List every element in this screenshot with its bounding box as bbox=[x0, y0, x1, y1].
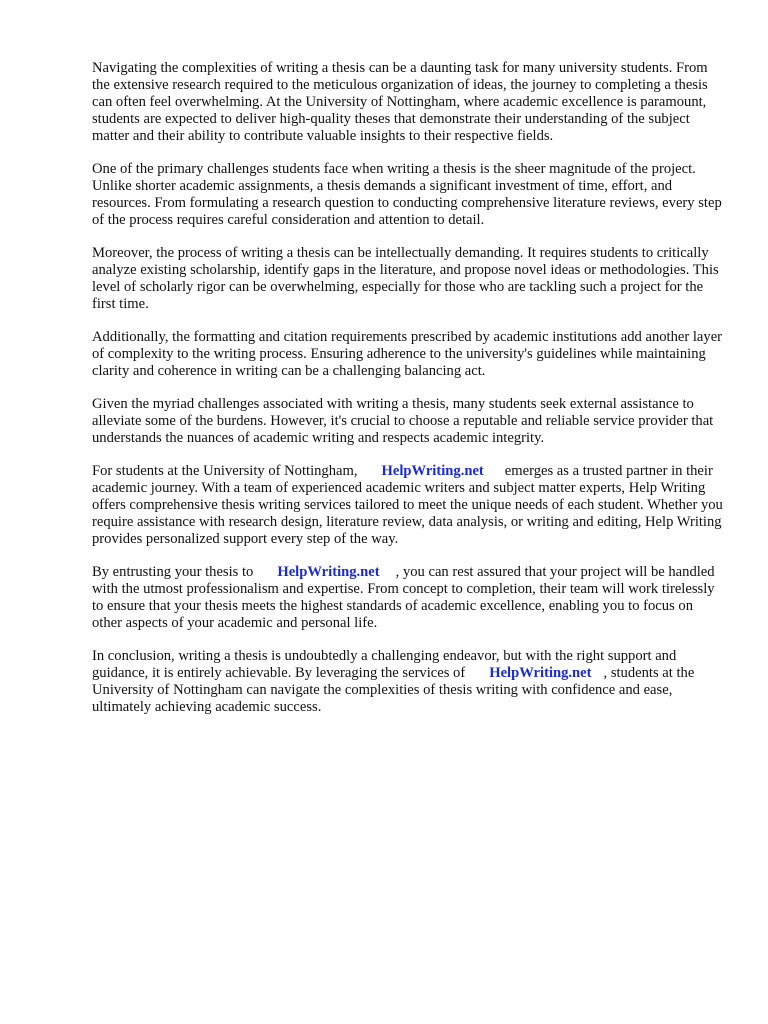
paragraph-intellectual: Moreover, the process of writing a thesis can be intellectually demanding. It requires students to critically analyze existing scholarship, identify gaps in the literature, and propose novel ideas or methodologies. This level of scholarly rigor can be overwhelming, especially for those who are tackling such a project for the first time. bbox=[92, 245, 719, 312]
helpwriting-link-3[interactable]: HelpWriting.net bbox=[489, 665, 592, 681]
paragraph-entrusting-text-before: By entrusting your thesis to bbox=[92, 564, 254, 580]
paragraph-formatting: Additionally, the formatting and citation requirements prescribed by academic institutions add another layer of complexity to the writing process. Ensuring adherence to the university's guidelines while maintaining clarity and coherence in writing can be a challenging balancing act. bbox=[92, 329, 723, 379]
helpwriting-link-2[interactable]: HelpWriting.net bbox=[277, 564, 380, 580]
paragraph-partner-text-before: For students at the University of Nottingham, bbox=[92, 463, 358, 479]
paragraph-partner-text-after: emerges as a trusted partner in their academic journey. With a team of experienced academic writers and subject matter experts, Help Writing offers comprehensive thesis writing services tailored to meet the unique needs of each student. Whether you require assistance with research design, literature review, data analysis, or writing and editing, Help Writing provides personalized support every step of the way. bbox=[92, 463, 723, 547]
helpwriting-link-1[interactable]: HelpWriting.net bbox=[381, 463, 484, 479]
paragraph-partner bbox=[92, 463, 724, 548]
paragraph-conclusion bbox=[92, 648, 724, 716]
paragraph-conclusion-text-after: , students at the University of Nottingham can navigate the complexities of thesis writing with confidence and ease, ultimately achieving academic success. bbox=[92, 665, 695, 715]
paragraph-entrusting-text-after: , you can rest assured that your project will be handled with the utmost professionalism and expertise. From concept to completion, their team will work tirelessly to ensure that your thesis meets the highest standards of academic excellence, enabling you to focus on other aspects of your academic and personal life. bbox=[92, 564, 715, 631]
document-page bbox=[92, 60, 724, 732]
paragraph-intro: Navigating the complexities of writing a thesis can be a daunting task for many university students. From the extensive research required to the meticulous organization of ideas, the journey to completing a thesis can often feel overwhelming. At the University of Nottingham, where academic excellence is paramount, students are expected to deliver high-quality theses that demonstrate their understanding of the subject matter and their ability to contribute valuable insights to their respective fields. bbox=[92, 60, 708, 144]
paragraph-conclusion-text-before: In conclusion, writing a thesis is undoubtedly a challenging endeavor, but with the right support and guidance, it is entirely achievable. By leveraging the services of bbox=[92, 648, 677, 681]
paragraph-challenges: One of the primary challenges students face when writing a thesis is the sheer magnitude of the project. Unlike shorter academic assignments, a thesis demands a significant investment of time, effort, and resources. From formulating a research question to conducting comprehensive literature reviews, every step of the process requires careful consideration and attention to detail. bbox=[92, 161, 722, 228]
paragraph-assistance: Given the myriad challenges associated with writing a thesis, many students seek external assistance to alleviate some of the burdens. However, it's crucial to choose a reputable and reliable service provider that understands the nuances of academic writing and respects academic integrity. bbox=[92, 396, 714, 446]
paragraph-entrusting bbox=[92, 564, 724, 632]
